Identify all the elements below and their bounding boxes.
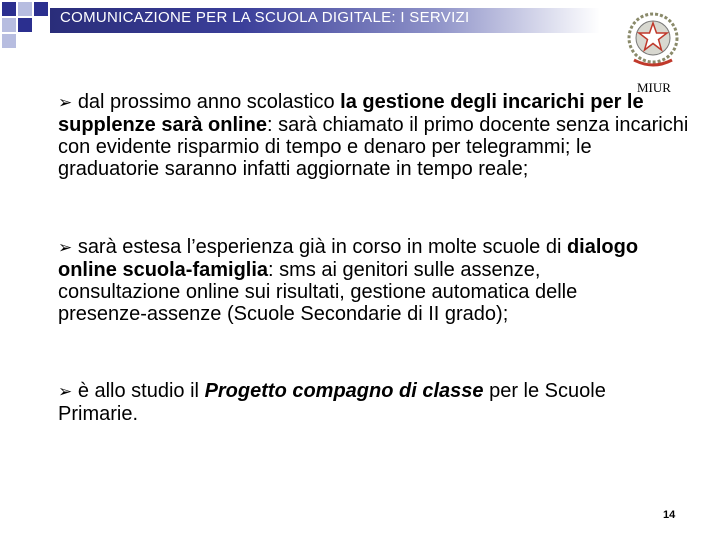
slide-title: COMUNICAZIONE PER LA SCUOLA DIGITALE: I SERVIZI: [60, 9, 470, 26]
decor-square: [2, 18, 16, 32]
bullet-text: : sms ai genitori sulle assenze, consultazione online sui risultati, gestione automatica delle presenze-assenze (Scuole Secondarie di II grado);: [58, 259, 578, 325]
bullet-text: è allo studio il: [77, 380, 205, 402]
decor-square: [2, 2, 16, 16]
decor-square: [34, 2, 48, 16]
arrow-bullet-icon: ➢: [58, 238, 73, 258]
bullet-text: : sarà chiamato il primo docente senza incarichi con evidente risparmio di tempo e denaro per telegrammi; le graduatorie saranno infatti aggiornate in tempo reale;: [58, 114, 689, 180]
logo-label: MIUR: [637, 80, 671, 95]
bullet-text: dal prossimo anno scolastico: [77, 91, 341, 113]
bullet-text: per le Scuole Primarie.: [58, 380, 606, 425]
bullet-bold-text: dialogo online scuola-famiglia: [58, 236, 639, 281]
bullet-item: [58, 236, 668, 325]
page-number: 14: [663, 509, 676, 521]
arrow-bullet-icon: ➢: [58, 93, 73, 113]
decor-square: [2, 34, 16, 48]
arrow-bullet-icon: ➢: [58, 382, 73, 402]
bullet-text: sarà estesa l’esperienza già in corso in molte scuole di: [77, 236, 567, 258]
bullet-item: [58, 380, 658, 425]
decor-square: [18, 2, 32, 16]
bullet-bold-text: Progetto compagno di classe: [204, 380, 484, 402]
decor-square: [18, 18, 32, 32]
emblem-icon: [624, 10, 682, 72]
bullet-item: [58, 91, 690, 180]
bullet-bold-text: la gestione degli incarichi per le supplenze sarà online: [58, 91, 644, 136]
